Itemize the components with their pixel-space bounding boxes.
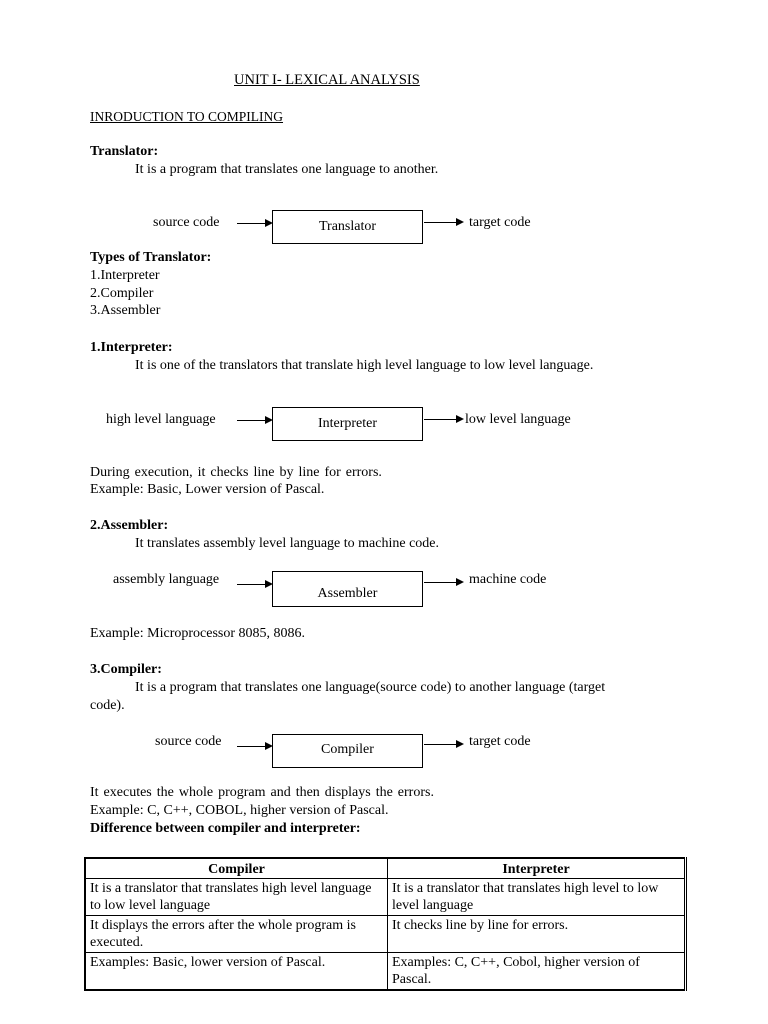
interpreter-box: Interpreter	[272, 407, 423, 441]
interpreter-example: Example: Basic, Lower version of Pascal.	[90, 482, 325, 497]
assembler-definition: It translates assembly level language to machine code.	[135, 536, 440, 551]
table-header-row	[85, 858, 686, 879]
section-heading: INRODUCTION TO COMPILING	[90, 109, 284, 124]
translator-definition: It is a program that translates one language to another.	[135, 162, 439, 177]
table-row	[85, 916, 686, 953]
compiler-note: It executes the whole program and then displays the errors.	[90, 785, 434, 800]
assembler-box: Assembler	[272, 571, 423, 607]
arrow-right-icon	[424, 582, 462, 583]
interpreter-heading: 1.Interpreter:	[90, 340, 173, 355]
compiler-definition-continued: code).	[90, 698, 125, 713]
difference-table	[84, 857, 687, 991]
compiler-diagram-output: target code	[469, 734, 531, 749]
compiler-diagram-input: source code	[155, 734, 222, 749]
arrow-right-icon	[237, 223, 271, 224]
translator-heading: Translator:	[90, 144, 159, 159]
arrow-right-icon	[237, 420, 271, 421]
table-cell: It checks line by line for errors.	[388, 916, 686, 953]
interpreter-note: During execution, it checks line by line for errors.	[90, 465, 382, 480]
table-header-compiler: Compiler	[85, 858, 388, 879]
arrow-right-icon	[424, 222, 462, 223]
types-item: 3.Assembler	[90, 303, 161, 318]
interpreter-diagram-output: low level language	[465, 412, 571, 427]
arrow-right-icon	[237, 584, 271, 585]
interpreter-definition: It is one of the translators that translate high level language to low level language.	[135, 358, 594, 373]
types-item: 2.Compiler	[90, 286, 154, 301]
table-cell: It displays the errors after the whole program is executed.	[85, 916, 388, 953]
assembler-example: Example: Microprocessor 8085, 8086.	[90, 626, 306, 641]
assembler-diagram-input: assembly language	[113, 572, 220, 587]
translator-diagram-input: source code	[153, 215, 220, 230]
compiler-example: Example: C, C++, COBOL, higher version of Pascal.	[90, 803, 389, 818]
arrow-right-icon	[424, 419, 462, 420]
table-cell: Examples: Basic, lower version of Pascal.	[85, 953, 388, 991]
compiler-definition: It is a program that translates one language(source code) to another language (target	[135, 680, 606, 695]
page-title: UNIT I- LEXICAL ANALYSIS	[234, 72, 420, 88]
arrow-right-icon	[424, 744, 462, 745]
table-row	[85, 879, 686, 916]
translator-box: Translator	[272, 210, 423, 244]
compiler-box: Compiler	[272, 734, 423, 768]
difference-heading: Difference between compiler and interpreter:	[90, 821, 361, 836]
table-cell: Examples: C, C++, Cobol, higher version of Pascal.	[388, 953, 686, 991]
table-cell: It is a translator that translates high level language to low level language	[85, 879, 388, 916]
assembler-diagram-output: machine code	[469, 572, 547, 587]
table-header-interpreter: Interpreter	[388, 858, 686, 879]
table-cell: It is a translator that translates high level to low level language	[388, 879, 686, 916]
types-heading: Types of Translator:	[90, 250, 212, 265]
translator-diagram-output: target code	[469, 215, 531, 230]
table-row	[85, 953, 686, 991]
types-item: 1.Interpreter	[90, 268, 160, 283]
interpreter-diagram-input: high level language	[106, 412, 216, 427]
arrow-right-icon	[237, 746, 271, 747]
compiler-heading: 3.Compiler:	[90, 662, 162, 677]
assembler-heading: 2.Assembler:	[90, 518, 169, 533]
